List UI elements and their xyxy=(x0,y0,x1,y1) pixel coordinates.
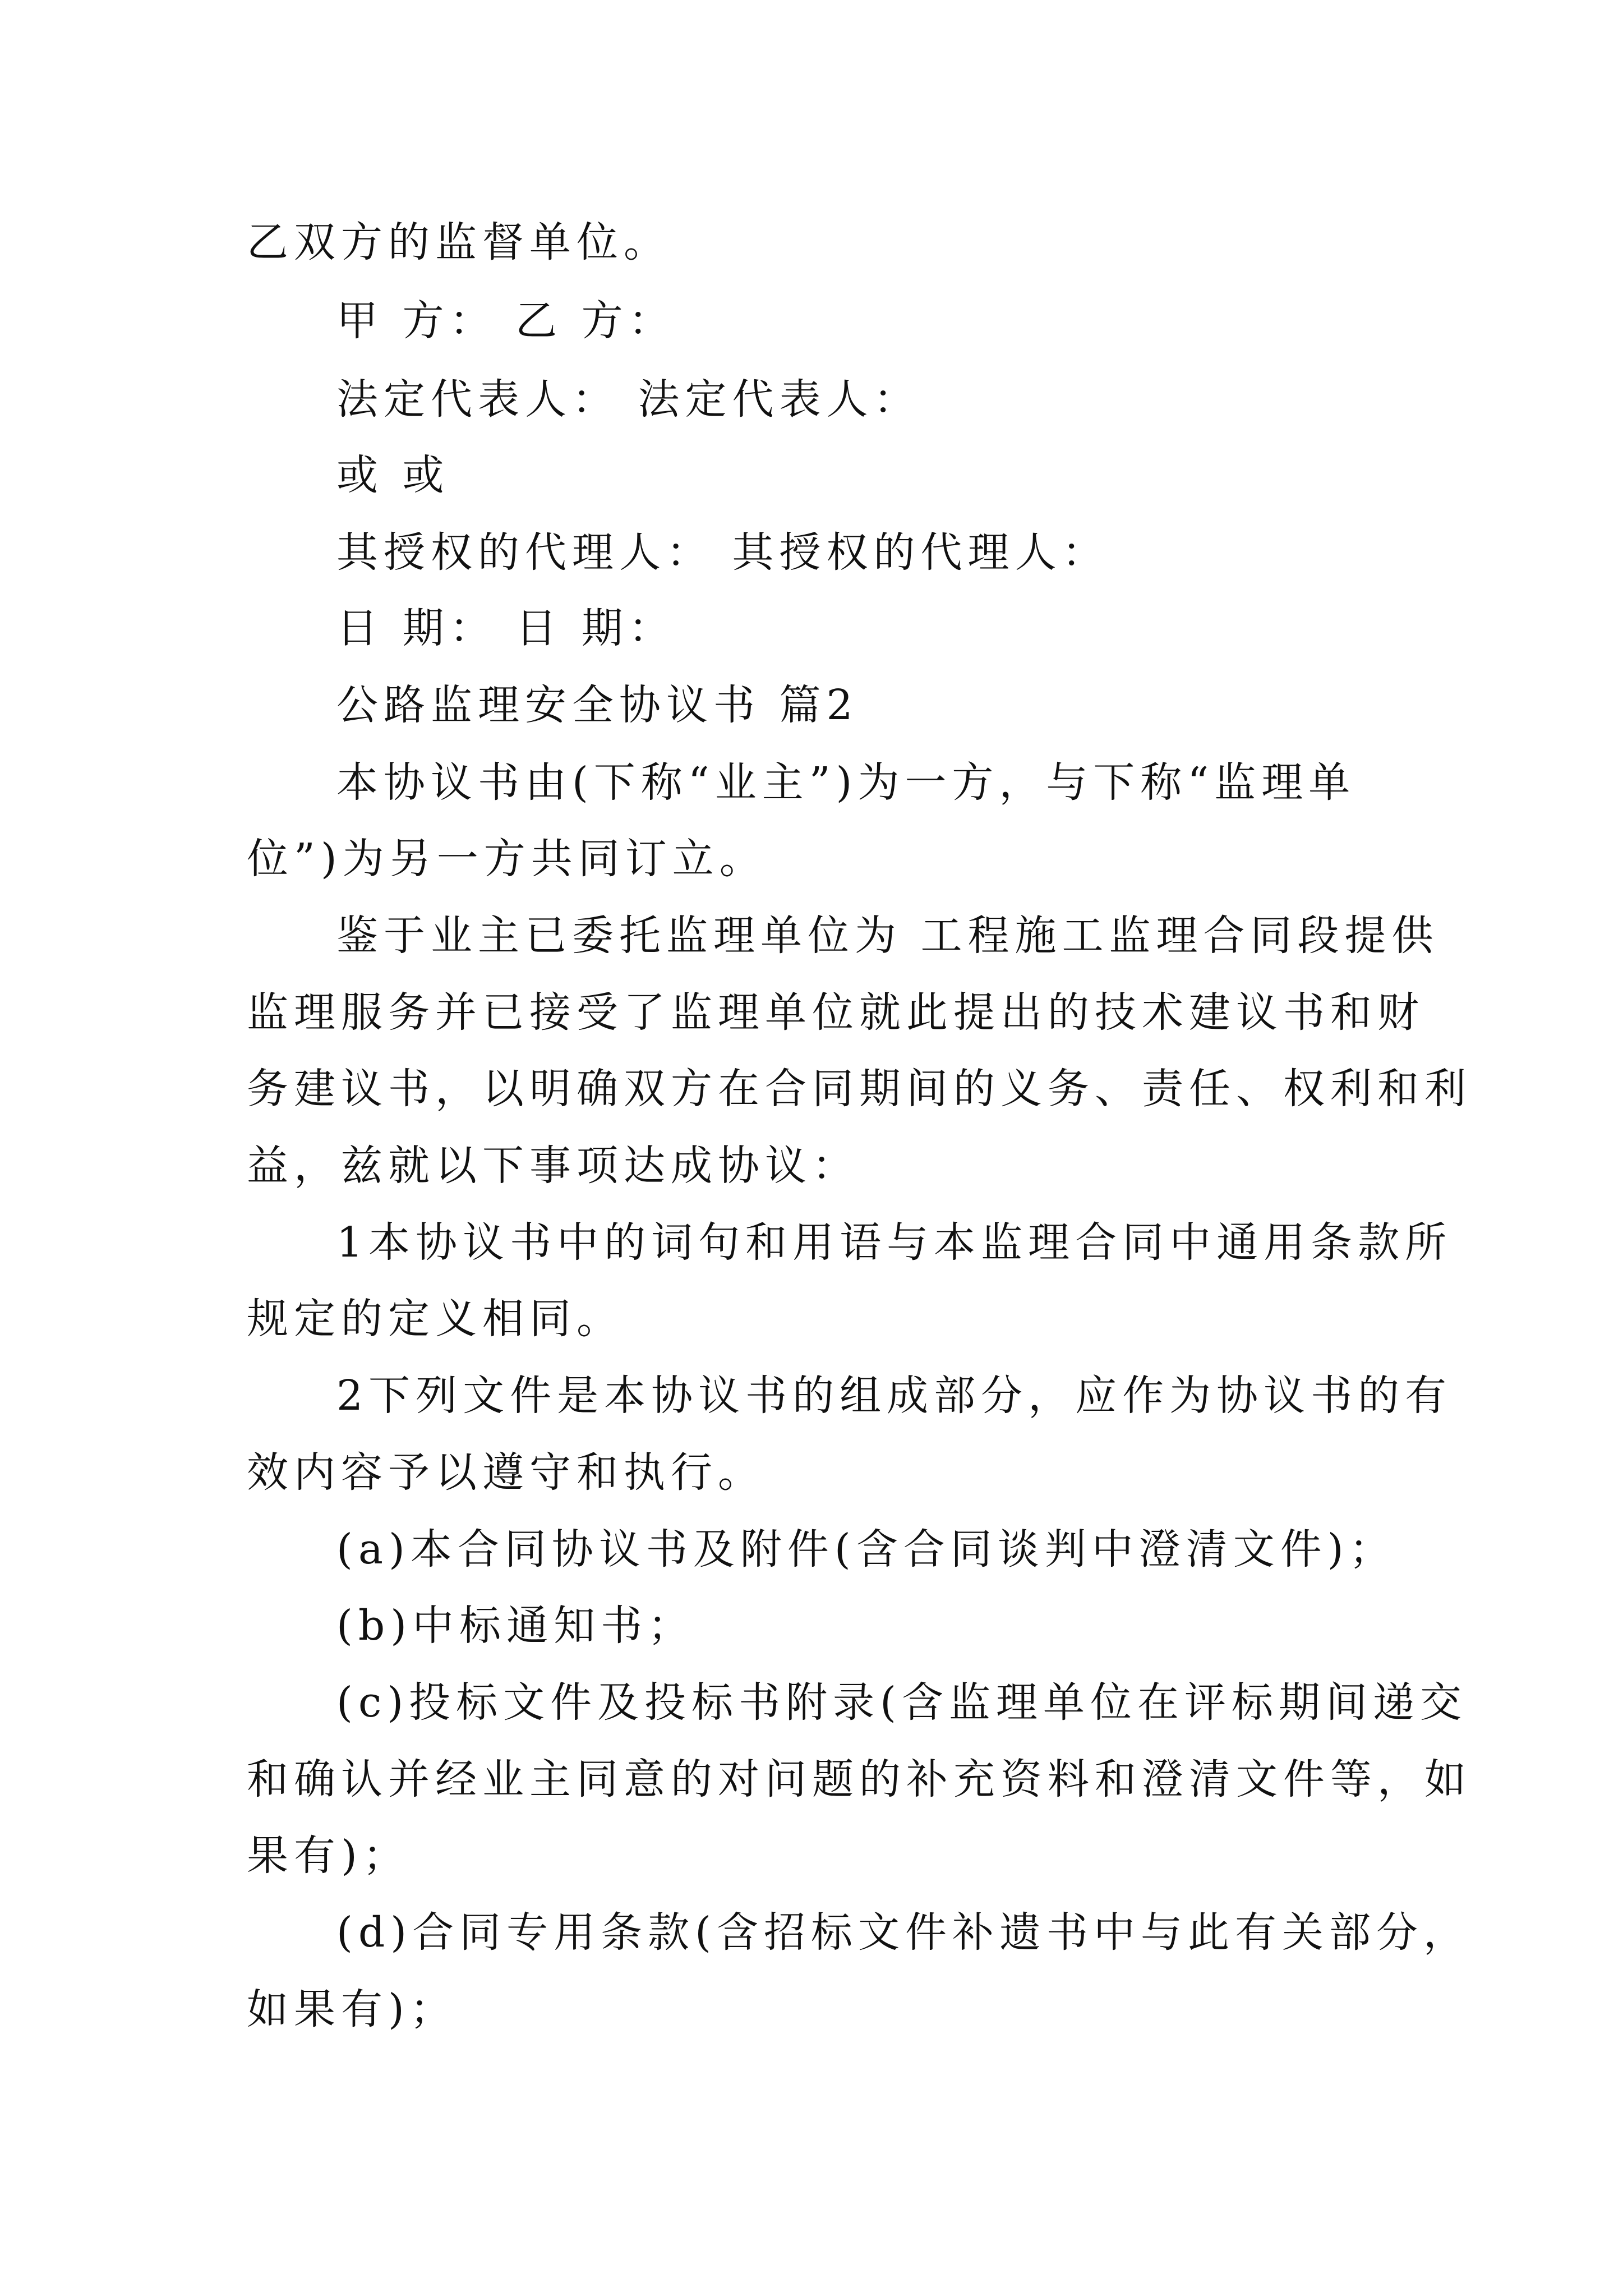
text-line: 如果有)； xyxy=(247,1985,457,2033)
text-line: (a)本合同协议书及附件(含合同谈判中澄清文件)； xyxy=(336,1525,1396,1573)
text-line: 2下列文件是本协议书的组成部分，应作为协议书的有 xyxy=(336,1372,1453,1420)
text-line: 务建议书，以明确双方在合同期间的义务、责任、权利和利 xyxy=(247,1065,1472,1113)
text-line: (c)投标文件及投标书附录(含监理单位在评标期间递交 xyxy=(336,1678,1468,1727)
text-line: 本协议书由(下称“业主”)为一方，与下称“监理单 xyxy=(336,758,1356,807)
text-line: 鉴于业主已委托监理单位为 工程施工监理合同段提供 xyxy=(336,912,1439,960)
text-line: 规定的定义相同。 xyxy=(247,1295,624,1343)
authorized-agent-labels: 其授权的代理人： 其授权的代理人： xyxy=(336,528,1109,577)
text-line: 乙双方的监督单位。 xyxy=(247,218,671,266)
text-line: 果有)； xyxy=(247,1832,410,1880)
text-line: 和确认并经业主同意的对问题的补充资料和澄清文件等，如 xyxy=(247,1755,1472,1803)
party-labels: 甲 方： 乙 方： xyxy=(336,297,676,345)
text-line: 1本协议书中的词句和用语与本监理合同中通用条款所 xyxy=(336,1218,1453,1267)
text-line: (b)中标通知书； xyxy=(336,1602,695,1650)
text-line: 监理服务并已接受了监理单位就此提出的技术建议书和财 xyxy=(247,988,1424,1037)
date-labels: 日 期： 日 期： xyxy=(336,604,676,652)
text-line: 位”)为另一方共同订立。 xyxy=(247,835,767,883)
legal-representative-labels: 法定代表人： 法定代表人： xyxy=(336,375,921,424)
or-labels: 或 或 xyxy=(336,451,450,499)
text-line: (d)合同专用条款(含招标文件补遗书中与此有关部分， xyxy=(336,1908,1470,1957)
section-heading: 公路监理安全协议书 篇2 xyxy=(336,681,859,729)
text-line: 效内容予以遵守和执行。 xyxy=(247,1448,765,1497)
text-line: 益，兹就以下事项达成协议： xyxy=(247,1142,859,1190)
